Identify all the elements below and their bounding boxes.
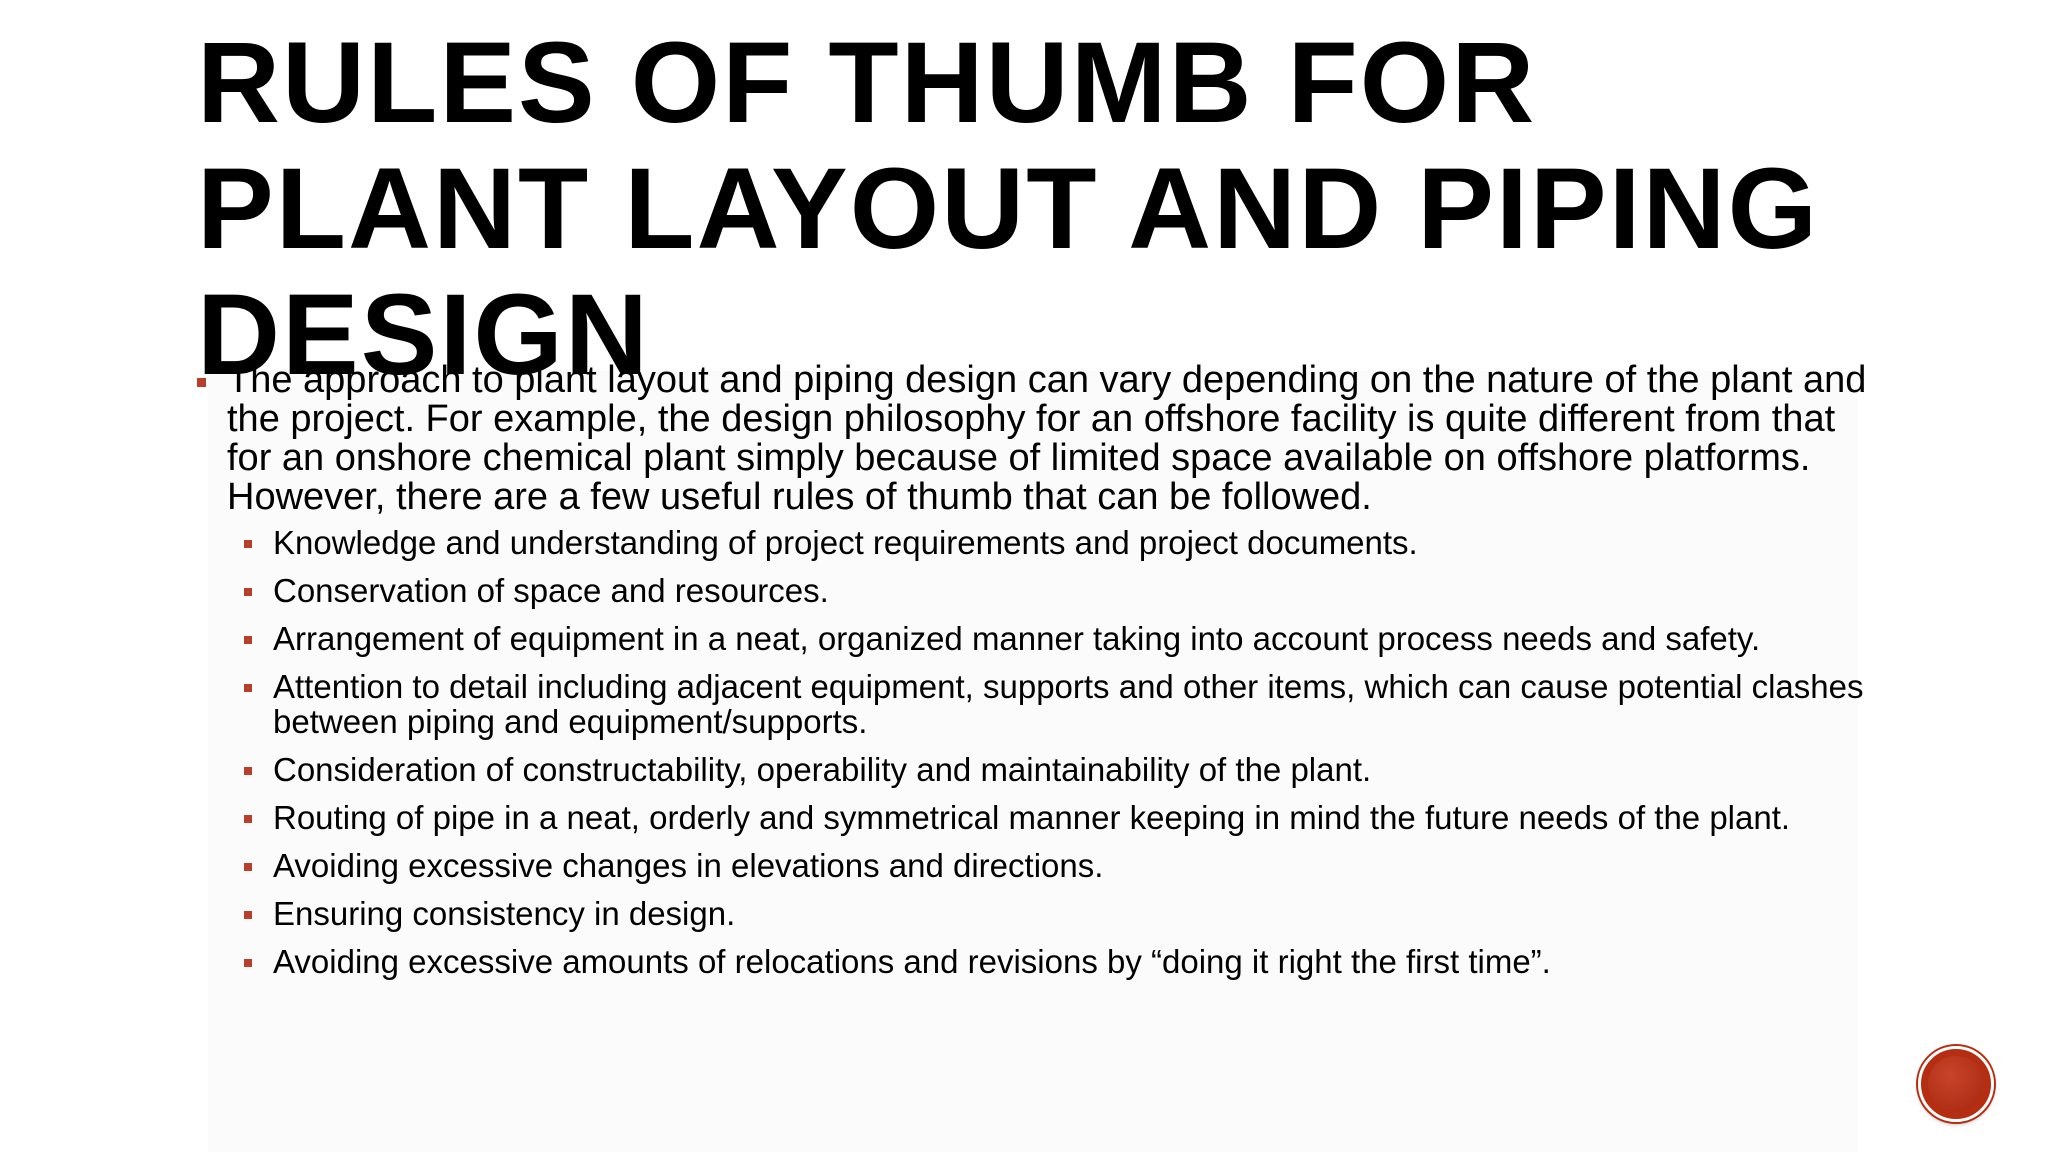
- title-line-1: RULES OF THUMB FOR: [197, 19, 1537, 147]
- square-bullet-icon: [244, 636, 252, 644]
- next-slide-button[interactable]: [1918, 1046, 1994, 1122]
- list-item: [197, 752, 1877, 787]
- list-item-text: Ensuring consistency in design.: [273, 895, 736, 932]
- square-bullet-icon: [244, 911, 252, 919]
- list-item: [197, 573, 1877, 608]
- list-item: [197, 944, 1877, 979]
- list-item-text: Attention to detail including adjacent equipment, supports and other items, which can cause potential clashes between piping and equipment/supports.: [273, 668, 1864, 740]
- list-item: [197, 896, 1877, 931]
- list-item: [197, 848, 1877, 883]
- slide-title: [197, 20, 1897, 398]
- list-item: [197, 669, 1877, 739]
- square-bullet-icon: [244, 959, 252, 967]
- list-item: [197, 621, 1877, 656]
- list-item-text: Knowledge and understanding of project requirements and project documents.: [273, 524, 1418, 561]
- title-line-3: DESIGN: [197, 271, 650, 399]
- title-line-2: PLANT LAYOUT AND PIPING: [197, 145, 1820, 273]
- square-bullet-icon: [244, 863, 252, 871]
- square-bullet-icon: [244, 767, 252, 775]
- list-item: [197, 525, 1877, 560]
- list-item-text: Routing of pipe in a neat, orderly and symmetrical manner keeping in mind the future needs of the plant.: [273, 799, 1791, 836]
- list-item: [197, 800, 1877, 835]
- circle-button-icon: [1928, 1056, 1984, 1112]
- rules-list: [197, 525, 1877, 979]
- list-item-text: Conservation of space and resources.: [273, 572, 829, 609]
- intro-text: The approach to plant layout and piping design can vary depending on the nature of the plant and the project. For example, the design philosophy for an offshore facility is quite different from that for an onshore chemical plant simply because of limited space available on offshore platforms. However, there are a few useful rules of thumb that can be followed.: [227, 359, 1867, 518]
- list-item-text: Consideration of constructability, operability and maintainability of the plant.: [273, 751, 1372, 788]
- square-bullet-icon: [244, 540, 252, 548]
- list-item-text: Avoiding excessive amounts of relocations and revisions by “doing it right the first time”.: [273, 943, 1551, 980]
- slide-body: [197, 361, 1877, 992]
- square-bullet-icon: [244, 815, 252, 823]
- square-bullet-icon: [244, 684, 252, 692]
- list-item-text: Avoiding excessive changes in elevations and directions.: [273, 847, 1104, 884]
- list-item-text: Arrangement of equipment in a neat, organized manner taking into account process needs and safety.: [273, 620, 1761, 657]
- square-bullet-icon: [244, 588, 252, 596]
